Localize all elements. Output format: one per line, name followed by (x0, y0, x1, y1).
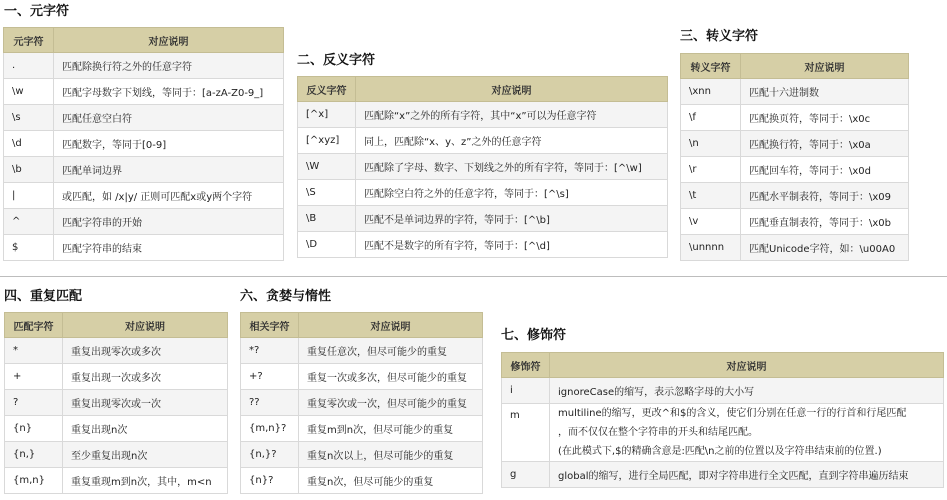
cell-char: \r (681, 157, 741, 183)
desc-line: ，而不仅仅在整个字符串的开头和结尾匹配。 (558, 427, 758, 438)
header-col-desc: 对应说明 (741, 54, 909, 79)
cell-desc: 匹配除空白符之外的任意字符，等同于：[^\s] (356, 180, 668, 206)
table-row (241, 390, 483, 416)
cell-desc: 重复一次或多次，但尽可能少的重复 (299, 364, 483, 390)
cell-char: {n} (5, 416, 63, 442)
desc-line: (在此模式下,$的精确含意是:匹配\n之前的位置以及字符串结束前的位置.) (558, 446, 882, 457)
table-row (241, 364, 483, 390)
table-row (298, 128, 668, 154)
header-col-char: 匹配字符 (5, 313, 63, 338)
cell-char: \D (298, 232, 356, 258)
cell-desc: 或匹配，如 /x|y/ 正则可匹配x或y两个字符 (54, 183, 284, 209)
section-title-metachars: 一、元字符 (4, 4, 70, 19)
cell-char: \b (4, 157, 54, 183)
table-row (241, 416, 483, 442)
table-row (4, 235, 284, 261)
table-row (241, 338, 483, 364)
table-row (5, 416, 228, 442)
table-header-row (681, 54, 909, 79)
table-row (5, 390, 228, 416)
cell-char: $ (4, 235, 54, 261)
metachar-table (3, 27, 284, 261)
table-row (5, 442, 228, 468)
cell-desc: 匹配除“x”之外的所有字符，其中“x”可以为任意字符 (356, 102, 668, 128)
cell-desc: 重复零次或一次，但尽可能少的重复 (299, 390, 483, 416)
cell-char: *? (241, 338, 299, 364)
greedy-lazy-table (240, 312, 483, 494)
cell-desc: 重复出现一次或多次 (63, 364, 228, 390)
cell-char: \f (681, 105, 741, 131)
cell-char: m (502, 404, 550, 462)
table-row (298, 232, 668, 258)
header-col-desc: 对应说明 (63, 313, 228, 338)
cell-char: | (4, 183, 54, 209)
cell-desc: 匹配不是单词边界的字符，等同于：[^\b] (356, 206, 668, 232)
cell-desc: 匹配字符串的开始 (54, 209, 284, 235)
section-title-repetition: 四、重复匹配 (4, 289, 83, 304)
cell-desc: 匹配换页符，等同于：\x0c (741, 105, 909, 131)
table-row (681, 157, 909, 183)
cell-desc: global的缩写，进行全局匹配，即对字符串进行全文匹配，直到字符串遍历结束 (550, 462, 944, 488)
cell-char: \B (298, 206, 356, 232)
table-row (4, 131, 284, 157)
table-row (502, 462, 944, 488)
escape-char-table (680, 53, 909, 261)
cell-char: \n (681, 131, 741, 157)
cell-char: ? (5, 390, 63, 416)
cell-desc: 匹配单词边界 (54, 157, 284, 183)
header-col-desc: 对应说明 (54, 28, 284, 53)
cell-char: +? (241, 364, 299, 390)
cell-desc: 重复出现n次 (63, 416, 228, 442)
header-col-char: 元字符 (4, 28, 54, 53)
cell-char: \s (4, 105, 54, 131)
cell-desc: 重复m到n次，但尽可能少的重复 (299, 416, 483, 442)
section-title-negated-chars: 二、反义字符 (297, 53, 376, 68)
header-col-desc: 对应说明 (550, 353, 944, 378)
table-row (241, 442, 483, 468)
cell-char: . (4, 53, 54, 79)
table-header-row (5, 313, 228, 338)
header-col-char: 反义字符 (298, 77, 356, 102)
cell-desc: 重复n次以上，但尽可能少的重复 (299, 442, 483, 468)
cell-char: ^ (4, 209, 54, 235)
cell-char: ?? (241, 390, 299, 416)
cell-desc: ignoreCase的缩写，表示忽略字母的大小写 (550, 378, 944, 404)
cell-char: \xnn (681, 79, 741, 105)
cell-char: {m,n} (5, 468, 63, 494)
cell-desc: 匹配不是数字的所有字符，等同于：[^\d] (356, 232, 668, 258)
cell-char: \t (681, 183, 741, 209)
cell-desc: 匹配换行符，等同于：\x0a (741, 131, 909, 157)
cell-desc: 重复重现m到n次，其中，m<n (63, 468, 228, 494)
cell-char: g (502, 462, 550, 488)
modifier-table (501, 352, 944, 488)
cell-char: i (502, 378, 550, 404)
cell-desc: 匹配Unicode字符，如：\u00A0 (741, 235, 909, 261)
cell-char: [^xyz] (298, 128, 356, 154)
table-row (681, 235, 909, 261)
table-row (298, 154, 668, 180)
header-col-desc: 对应说明 (356, 77, 668, 102)
cell-desc: 至少重复出现n次 (63, 442, 228, 468)
table-row (5, 364, 228, 390)
table-row (502, 378, 944, 404)
cell-desc: 重复n次，但尽可能少的重复 (299, 468, 483, 494)
table-row (298, 180, 668, 206)
table-row (681, 79, 909, 105)
table-row (681, 105, 909, 131)
table-row (298, 206, 668, 232)
cell-char: \v (681, 209, 741, 235)
table-header-row (502, 353, 944, 378)
table-row (4, 53, 284, 79)
table-row (241, 468, 483, 494)
cell-desc: 匹配水平制表符，等同于：\x09 (741, 183, 909, 209)
table-row (502, 404, 944, 462)
cell-desc: 重复任意次，但尽可能少的重复 (299, 338, 483, 364)
cell-desc: 匹配任意空白符 (54, 105, 284, 131)
cell-char: * (5, 338, 63, 364)
table-row (681, 183, 909, 209)
section-title-escape-chars: 三、转义字符 (680, 29, 759, 44)
cell-char: {n}? (241, 468, 299, 494)
table-row (298, 102, 668, 128)
table-row (5, 468, 228, 494)
cell-desc: 匹配字母数字下划线，等同于：[a-zA-Z0-9_] (54, 79, 284, 105)
cell-desc: 匹配数字，等同于[0-9] (54, 131, 284, 157)
table-header-row (241, 313, 483, 338)
cell-char: {n,}? (241, 442, 299, 468)
table-row (4, 157, 284, 183)
desc-line: multiline的缩写，更改^和$的含义，使它们分别在任意一行的行首和行尾匹配 (558, 408, 907, 419)
negated-char-table (297, 76, 668, 258)
header-col-char: 修饰符 (502, 353, 550, 378)
table-header-row (4, 28, 284, 53)
cell-desc: 匹配十六进制数 (741, 79, 909, 105)
cell-char: [^x] (298, 102, 356, 128)
section-divider (0, 276, 947, 277)
cell-desc: 匹配回车符，等同于：\x0d (741, 157, 909, 183)
cell-desc (550, 404, 944, 462)
header-col-char: 转义字符 (681, 54, 741, 79)
cell-char: + (5, 364, 63, 390)
table-row (4, 183, 284, 209)
table-row (681, 209, 909, 235)
cell-desc: 匹配字符串的结束 (54, 235, 284, 261)
cell-desc: 匹配除了字母、数字、下划线之外的所有字符，等同于：[^\w] (356, 154, 668, 180)
repetition-table (4, 312, 228, 494)
cell-char: \unnnn (681, 235, 741, 261)
table-row (5, 338, 228, 364)
table-header-row (298, 77, 668, 102)
section-title-greedy-lazy: 六、贪婪与惰性 (240, 289, 332, 304)
cell-char: \S (298, 180, 356, 206)
cell-desc: 重复出现零次或多次 (63, 338, 228, 364)
cell-desc: 重复出现零次或一次 (63, 390, 228, 416)
cell-char: \w (4, 79, 54, 105)
table-row (4, 105, 284, 131)
header-col-char: 相关字符 (241, 313, 299, 338)
cell-desc: 匹配除换行符之外的任意字符 (54, 53, 284, 79)
cell-desc: 匹配垂直制表符，等同于：\x0b (741, 209, 909, 235)
table-row (681, 131, 909, 157)
cell-char: \d (4, 131, 54, 157)
cell-char: {n,} (5, 442, 63, 468)
cell-desc: 同上，匹配除“x、y、z”之外的任意字符 (356, 128, 668, 154)
header-col-desc: 对应说明 (299, 313, 483, 338)
cell-char: \W (298, 154, 356, 180)
section-title-modifiers: 七、修饰符 (501, 328, 567, 343)
table-row (4, 79, 284, 105)
cell-char: {m,n}? (241, 416, 299, 442)
table-row (4, 209, 284, 235)
